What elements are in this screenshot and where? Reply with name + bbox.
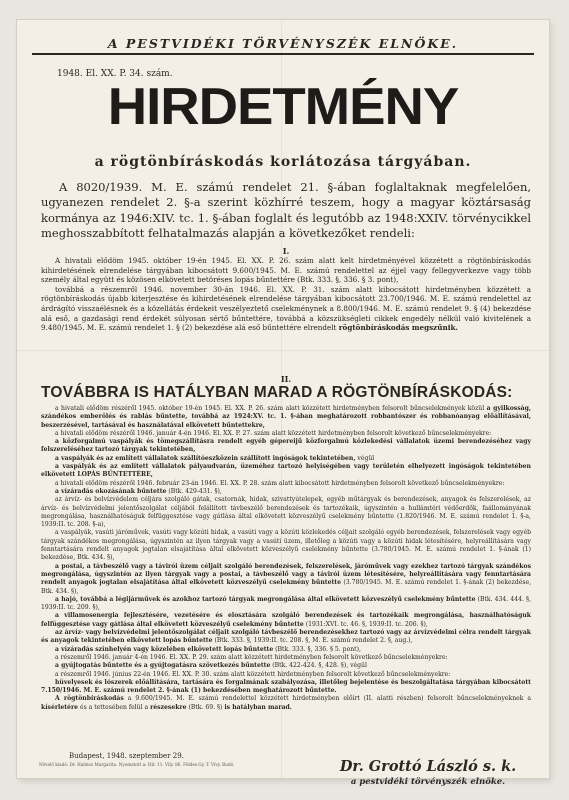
signer-name: Dr. Grottó László s. k. <box>339 758 517 775</box>
s2-c7-rest: (1931:XVI. tc. 46. §, 1939:II. tc. 206. §), <box>305 620 428 628</box>
s2-c5-bold: a postai, a távbeszélő vagy a távirói üzem céljait szolgáló berendezések, felszerelések, járóművek vagy ezekhez tartozó tárgyak szándékos megrongálása, úgyszintén az ilyen tárgyak vagy a postai, a távbeszélő vagy a távirói üzem létesítésére, helyreállítására vagy fenntartására rendelt anyagok jogtalan elsajátítása által elkövetett közveszélyű cselekmény bűntette <box>41 562 531 587</box>
s2-a1: a hivatali elődöm részéről 1945. október 19-én 1945. El. XX. P. 26. szám alatt közzétett hirdetményben felsorolt bűncselekmények közül <box>55 405 485 412</box>
section-2-item <box>41 695 531 712</box>
section-2-item: a részemről 1946. június 22-én 1946. El. XX. P. 30. szám alatt közzétett hirdetményben felsorolt következő bűncselekményekre: <box>55 670 451 678</box>
section-1-paragraph-2 <box>41 285 531 333</box>
section-1-p2-bold: rögtönbíráskodás megszűnik. <box>338 323 458 333</box>
section-1-paragraph-1: A hivatali elődöm 1945. október 19-én 1945. El. XX. P. 26. szám alatt kelt hirdetményével közzétett a rögtönbíráskodás kihirdetésének elrendelése tárgyában kibocsátott 9.600/1945. M. E. számú rendelettel az éjjel vagy fellegyverkezve vagy több személy által együtt és közösen elkövetett betöréses lopás bűntettére (Btk. 333. §, 336. § 3. pont), <box>41 256 531 285</box>
document-number: 1948. El. XX. P. 34. szám. <box>57 69 173 79</box>
s2-d2-bold: a gyújtogatás bűntette és a gyújtogatásra szövetkezés bűntette <box>55 662 271 670</box>
s2-c7-bold: a villamosenergia fejlesztésére, vezetésére és elosztására szolgáló berendezések és tartozékaik megrongálása, használhatóságuk felfüggesztése vagy gátlása által elkövetett közveszélyű cselekmény bűntette <box>41 612 531 628</box>
section-2-item <box>41 463 531 480</box>
s2-d2-rest: (Btk. 422-424. §, 428. §), végül <box>272 662 367 670</box>
section-2-item <box>41 662 531 670</box>
section-2-item <box>41 629 531 646</box>
s2-c8-rest: (Btk. 333. §, 1939:II. tc. 208. §, M. E. számú rendelet 2. §, aug.), <box>214 637 413 645</box>
section-2-item <box>41 679 531 696</box>
s2-f1-bold: A rögtönbíráskodás <box>55 695 124 703</box>
s2-f1-rest: a 9.600/1945. M. E. számú rendelettel közzétett hirdetményben előírt (II. alatti részben) felsorolt bűncselekményeknek a <box>127 695 532 703</box>
fold-line-horizontal <box>17 350 549 351</box>
s2-c8-bold: az árvíz- vagy belvízvédelmi jelentőszolgálat céljait szolgáló távbeszélő berendezésekhez tartozó vagy az árvízvédelmi célra rendelt tárgyak és anyagok tekintetében elkövetett lopás bűntette <box>41 629 531 645</box>
section-2-heading: TOVÁBBRA IS HATÁLYBAN MARAD A RÖGTÖNBÍRÁSKODÁS: <box>41 384 513 401</box>
subtitle: a rögtönbíráskodás korlátozása tárgyában. <box>94 154 472 170</box>
section-2-item <box>41 646 531 654</box>
section-2-item <box>41 488 531 496</box>
section-2-item <box>41 596 531 613</box>
section-2-numeral: II. <box>280 374 292 384</box>
printer-imprint: Növelő kiadó: Dr. Halmos Margarita. Nyomatott a: Hír. 11. Vily. 86. Földes Gy. T. Vívy. Budó. <box>39 762 235 767</box>
s2-f1-bold3: részesekre <box>150 703 187 711</box>
s2-e2-bold: hüvelyesek és lószerek előállítására, tartására és forgalmának szabályozása, illetőleg bejelentése és beszolgáltatása tárgyában kibocsátott 7.150/1946. M. E. számú rendelet 2. §-ának (1) bekezdésében meghatározott bűntette. <box>41 678 531 695</box>
s2-c6-rest: (Btk. 434. 444. §, 1939:II. tc. 209. §), <box>41 595 532 612</box>
s2-b2-bold: a vaspályák és az említett vállalatok szállítóeszközein szállított ingóságok tekintetében, <box>55 454 356 462</box>
s2-f1-bold4: is hatályban marad. <box>224 703 292 711</box>
intro-paragraph <box>41 180 531 241</box>
s2-f1-rest2: és a tettesében felül a <box>79 703 149 711</box>
s2-a1-bold: a gyilkosság, szándékos emberölés és rablás bűntette, továbbá az 1924:XV. tc. 1. §-ában meghatározott robbantószer és robbanóanyag előállításával, beszerzésével, tartásával és használatával elkövetett bűntettekre, <box>41 405 531 429</box>
section-2-item <box>41 438 531 455</box>
section-2-item <box>41 455 531 463</box>
section-2-item: a vaspályák, vasúti járóművek, vasúti vagy közúti hidak, a vasúti vagy a közúti közlekedés céljait szolgáló egyéb berendezések, felszerelések vagy egyéb tárgyak szándékos megrongálása, úgyszintén az ilyen tárgyak vagy a vasúti üzem, illetőleg a közúti vagy a közúti hidak létesítésére, helyreállítására vagy fenntartására rendelt anyagok jogtalan elsajátítása által elkövetett közveszélyű cselekmény bűntette (3.780/1945. M. E. számú rendelet 1. §-ának (1) bekezdése, Btk. 434. §), <box>41 529 531 562</box>
s2-b2-rest: végül <box>357 454 375 462</box>
section-2-item: a hivatali elődöm részéről 1946. február 23-án 1946. El. XX. P. 28. szám alatt kibocsátott hirdetményben felsorolt következő bűncselekményekre: <box>55 479 505 487</box>
s2-c9-rest: (Btk. 333. §, 336. § 5. pont), <box>275 645 361 653</box>
s2-b1-bold: a közforgalmú vaspályák és tömegszállításra rendelt egyéb gépereijű közforgalmú közlekedési vállalatok üzemi berendezéséhez vagy felszereléséhez tartozó tárgyak tekintetében, <box>41 438 531 454</box>
section-1-body <box>41 256 531 333</box>
s2-c5-rest: (3.780/1945. M. E. számú rendelet 1. §-ának (2) bekezdése, Btk. 434. §), <box>41 579 532 595</box>
s2-f1-bold2: kísérletére <box>41 703 79 711</box>
s2-c9-bold: a vízáradás színhelyén vagy közelében elkövetett lopás bűntette <box>55 645 274 653</box>
section-1-p2-text: továbbá a részemről 1946. november 30-án 1946. El. XX. P. 31. szám alatt kibocsátott hirdetményben közzétett a rögtönbíráskodás újabb kiterjesztése és kihirdetésének elrendelése tárgyában kibocsátott 23.700/1946. M. E. számú rendelettel az árdrágító visszaélésnek és a közellátás érdekeit veszélyeztető cselekménynek a 8.800/1946. M. E. számú rendelet 9. § (4) bekezdése alá eső, a gazdasági rend érdekét súlyosan sértő bűntettére, továbbá a közszükségleti cikkek engedély nélkül való kivitelének a 9.480/1945. M. E. számú rendelet 1. § (2) bekezdése alá eső bűntettére elrendelt <box>41 284 531 333</box>
section-2-item <box>41 612 531 629</box>
poster-sheet <box>17 20 549 787</box>
s2-c2-bold: a vízáradás okozásának bűntette <box>55 487 167 495</box>
section-2-item <box>41 563 531 596</box>
section-2-item: a részemről 1946. január 4-én 1946. El. XX. P. 29. szám alatt közzétett hirdetményben felsorolt következő bűncselekményekre: <box>55 653 448 661</box>
s2-c6-bold: a hajó, továbbá a légijárművek és azokhoz tartozó tárgyak megrongálása által elkövetett közveszélyű cselekmény bűntette <box>55 595 476 603</box>
section-2-item <box>41 405 531 430</box>
section-2-item: az árvíz- és belvízvédelem céljára szolgáló gátak, csatornák, hidak, szivattyútelepek, egyéb műtárgyak és berendezések, anyagok és felszerelések, az árvíz- és belvízvédelmi jelentőszolgálat céljából felállított távbeszélő berendezések és tartozékaik, úgyszintén a hullámtéri védőerdők, faállományának megrongálása, használhatóságuk felfüggesztése vagy gátlása által elkövetett közveszélyű cselekmény bűntette (1.820/1946. M. E. számú rendelet 1. §-a, 1939:II. tc. 208. §-a), <box>41 496 531 529</box>
s2-f1-rest3: (Btk. 69. §) <box>188 703 223 711</box>
section-2-body <box>41 405 531 712</box>
intro-text: A 8020/1939. M. E. számú rendelet 21. §-ában foglaltaknak megfelelően, ugyanezen rendelet 2. §-a szerint közhírré teszem, hogy a magyar köztársaság kormánya az 1946:XIV. tc. 1. §-ában foglalt és legutóbb az 1948:XXIV. törvénycikkel meghosszabbított felhatalmazás alapján a következőket rendeli: <box>41 180 531 240</box>
section-2-item: a hivatali elődöm részéről 1946. január 4-én 1946. El. XX. P. 27. szám alatt közzétett hirdetményben felsorolt következő bűncselekményekre: <box>55 429 492 437</box>
section-1-numeral: I. <box>282 246 290 256</box>
s2-c2-rest: (Btk. 429-431. §), <box>168 487 222 495</box>
headline: HIRDETMÉNY <box>107 78 459 136</box>
s2-b3-bold: a vaspályák és az említett vállalatok pályaudvarán, üzeméhez tartozó helyiségében vagy területén elhelyezett ingóságok tekintetében elkövetett LOPÁS BŰNTETTÉRE, <box>41 463 531 479</box>
issuing-authority: A PESTVIDÉKI TÖRVÉNYSZÉK ELNÖKE. <box>32 36 534 55</box>
signer-title: a pestvidéki törvényszék elnöke. <box>350 777 506 787</box>
place-and-date: Budapest, 1948. szeptember 29. <box>69 752 184 760</box>
